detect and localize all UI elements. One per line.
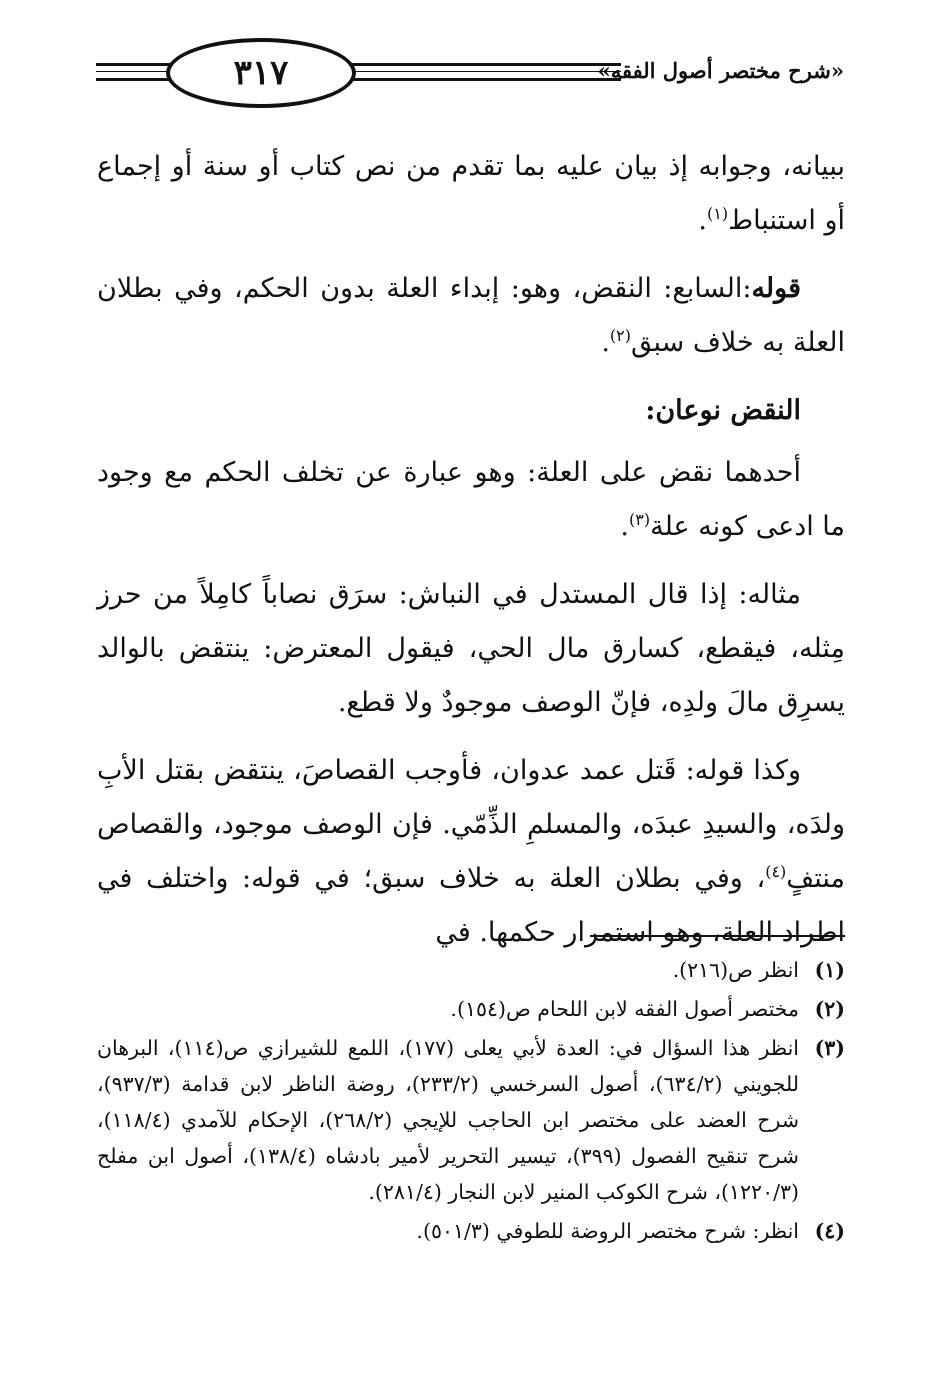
footnote-4-number: (٤)	[814, 1219, 845, 1243]
page-header	[96, 36, 844, 114]
paragraph-5-text-a: وكذا قوله: قَتل عمد عدوان، فأوجب القصاصَ، ينتقض بقتل الأبِ ولدَه، والسيدِ عبدَه، والمسلمِ الذِّمّي. فإن الوصف موجود، والقصاص منتفٍ	[97, 755, 845, 894]
paragraph-1-text: ببيانه، وجوابه إذ بيان عليه بما تقدم من نص كتاب أو سنة أو إجماع أو استنباط	[97, 151, 845, 236]
paragraph-2	[97, 262, 845, 370]
footnote-2-number: (٢)	[814, 997, 845, 1021]
paragraph-5-text-b: ، وفي بطلان العلة به خلاف سبق؛ في قوله: واختلف في اطراد العلة، وهو استمرار حكمها. في	[97, 863, 845, 948]
paragraph-3-end: .	[620, 511, 629, 542]
section-heading: النقض نوعان:	[645, 395, 801, 426]
paragraph-2-text: :السابع: النقض، وهو: إبداء العلة بدون الحكم، وفي بطلان العلة به خلاف سبق	[97, 273, 845, 358]
footnote-ref-3: (٣)	[629, 510, 651, 529]
footnote-1	[97, 952, 845, 988]
footnote-2	[97, 991, 845, 1027]
footnote-3-number: (٣)	[814, 1036, 845, 1060]
paragraph-2-end: .	[601, 327, 610, 358]
page-number-oval	[166, 38, 356, 108]
footnote-separator	[590, 935, 845, 937]
footnote-4	[97, 1213, 845, 1249]
paragraph-5	[97, 744, 845, 960]
main-text	[97, 140, 845, 974]
paragraph-3-text: أحدهما نقض على العلة: وهو عبارة عن تخلف الحكم مع وجود ما ادعى كونه علة	[97, 457, 845, 542]
footnote-ref-1: (١)	[707, 204, 729, 223]
paragraph-1-end: .	[698, 205, 708, 236]
footnote-3-text: انظر هذا السؤال في: العدة لأبي يعلى (١٧٧)، اللمع للشيرازي ص(١١٤)، البرهان للجويني (٦٣٤/٢)، أصول السرخسي (٢٣٣/٢)، روضة الناظر لابن قدامة (٩٣٧/٣)، شرح العضد على مختصر ابن الحاجب للإيجي (٢٦٨/٢)، الإحكام للآمدي (١١٨/٤)، شرح تنقيح الفصول (٣٩٩)، تيسير التحرير لأمير بادشاه (١٣٨/٤)، أصول ابن مفلح (١٢٢٠/٣)، شرح الكوكب المنير لابن النجار (٢٨١/٤).	[97, 1036, 799, 1204]
paragraph-1	[97, 140, 845, 248]
paragraph-4: مثاله: إذا قال المستدل في النباش: سرَق نصاباً كامِلاً من حرز مِثله، فيقطع، كسارق مال الحي، فيقول المعترض: ينتقض بالوالد يسرِق مالَ ولدِه، فإنّ الوصف موجودٌ ولا قطع.	[97, 579, 845, 718]
footnote-ref-4: (٤)	[765, 862, 787, 881]
footnote-ref-2: (٢)	[609, 326, 632, 345]
footnote-3	[97, 1030, 845, 1210]
footnotes	[97, 952, 845, 1252]
paragraph-3	[97, 446, 845, 554]
page-number: ٣١٧	[233, 53, 289, 93]
footnote-1-number: (١)	[814, 958, 845, 982]
running-title: «شرح مختصر أصول الفقه»	[597, 58, 844, 83]
footnote-4-text: انظر: شرح مختصر الروضة للطوفي (٥٠١/٣).	[416, 1219, 799, 1243]
paragraph-2-lead: قوله	[751, 273, 801, 304]
footnote-2-text: مختصر أصول الفقه لابن اللحام ص(١٥٤).	[450, 997, 799, 1021]
footnote-1-text: انظر ص(٢١٦).	[672, 958, 799, 982]
